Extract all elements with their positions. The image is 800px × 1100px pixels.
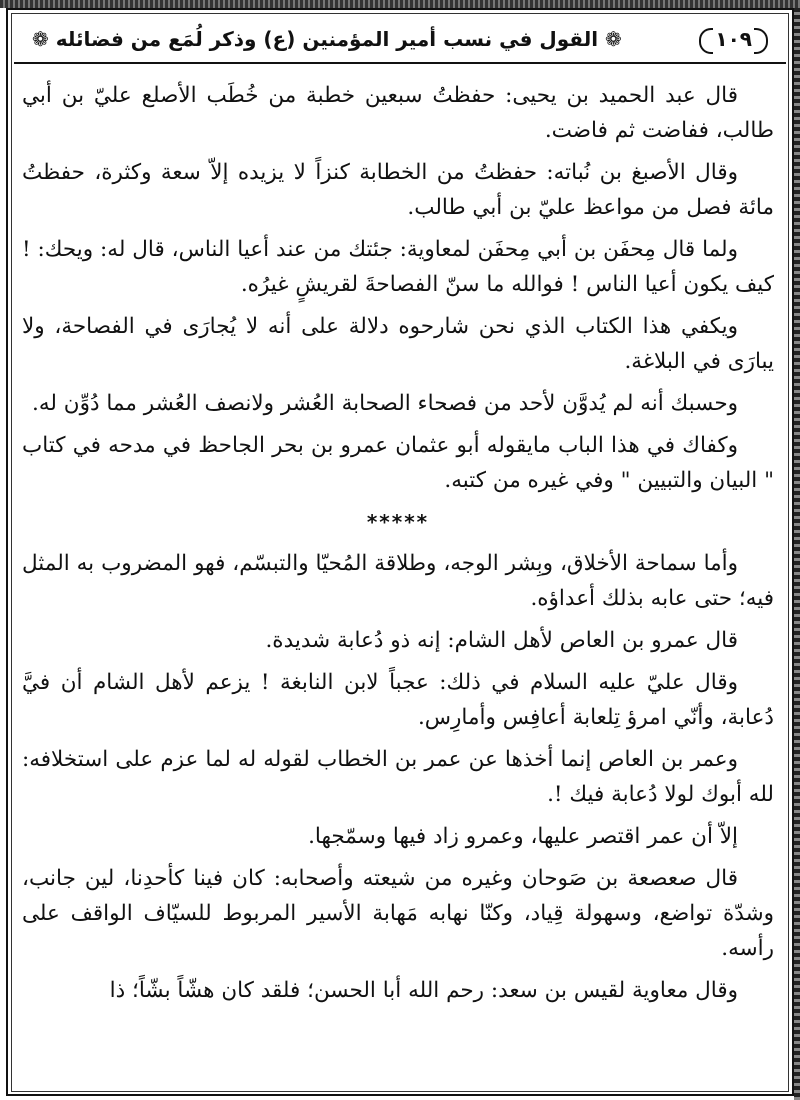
paragraph-3: ولما قال مِحفَن بن أبي مِحفَن لمعاوية: جئتك من عند أعيا الناس، قال له: ويحك: ! كيف يكون أعيا الناس ! فوالله ما سنّ الفصاحةَ لقريشٍ غيرُه. xyxy=(22,237,774,297)
paragraph-5: وحسبك أنه لم يُدوَّن لأحد من فصحاء الصحابة العُشر ولانصف العُشر مما دُوِّن له. xyxy=(32,391,738,416)
page-edge-shadow xyxy=(794,8,800,1100)
paragraph-11: إلاّ أن عمر اقتصر عليها، وعمرو زاد فيها وسمّجها. xyxy=(308,824,738,849)
paragraph-12: قال صعصعة بن صَوحان وغيره من شيعته وأصحابه: كان فينا كأحدِنا، لين جانب، وشدّة تواضع، وسهولة قِياد، وكنّا نهابه مَهابة الأسير المربوط للسيّاف الواقف على رأسه. xyxy=(22,866,774,961)
paragraph-8: قال عمرو بن العاص لأهل الشام: إنه ذو دُعابة شديدة. xyxy=(265,628,738,653)
running-header xyxy=(14,16,786,64)
paragraph-2: وقال الأصبغ بن نُباته: حفظتُ من الخطابة كنزاً لا يزيده إلاّ سعة وكثرة، حفظتُ مائة فصل من مواعظ عليّ بن أبي طالب. xyxy=(22,160,774,220)
paragraph-1: قال عبد الحميد بن يحيى: حفظتُ سبعين خطبة من خُطَب الأصلع عليّ بن أبي طالب، ففاضت ثم فاضت. xyxy=(22,83,774,143)
paragraph-6: وكفاك في هذا الباب مايقوله أبو عثمان عمرو بن بحر الجاحظ في مدحه في كتاب " البيان والتبيين " وفي غيره من كتبه. xyxy=(22,433,774,493)
page-number: ١٠٩ xyxy=(699,27,768,51)
paragraph-13: وقال معاوية لقيس بن سعد: رحم الله أبا الحسن؛ فلقد كان هشّاً بشّاً؛ ذا xyxy=(109,978,738,1003)
paragraph-9: وقال عليّ عليه السلام في ذلك: عجباً لابن النابغة ! يزعم لأهل الشام أن فيَّ دُعابة، وأنّي امرؤ تِلعابة أعافِس وأمارِس. xyxy=(22,670,774,730)
section-separator: ***** xyxy=(366,510,430,534)
paragraph-4: ويكفي هذا الكتاب الذي نحن شارحوه دلالة على أنه لا يُجارَى في الفصاحة، ولا يبارَى في البلاغة. xyxy=(22,314,774,374)
paragraph-7: وأما سماحة الأخلاق، وبِشر الوجه، وطلاقة المُحيّا والتبسّم، فهو المضروب به المثل فيه؛ حتى عابه بذلك أعداؤه. xyxy=(22,551,774,611)
top-border-rule xyxy=(0,0,800,8)
page-body xyxy=(22,78,774,1086)
header-title: ❁ القول في نسب أمير المؤمنين (ع) وذكر لُمَع من فضائله ❁ xyxy=(32,27,622,51)
paragraph-10: وعمر بن العاص إنما أخذها عن عمر بن الخطاب لقوله له لما عزم على استخلافه: لله أبوك لولا دُعابة فيك !. xyxy=(22,747,774,807)
